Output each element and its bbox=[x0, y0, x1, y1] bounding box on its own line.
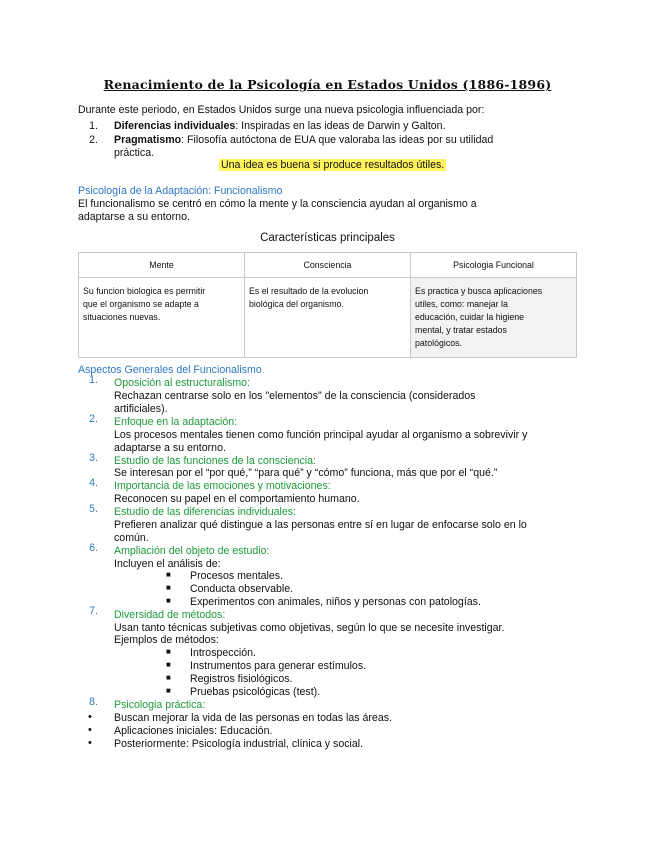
aspect-1-line-2: artificiales). bbox=[114, 403, 168, 415]
aspect-6-line-1: Incluyen el análisis de: bbox=[114, 558, 221, 570]
intro-item-1-number: 1. bbox=[89, 120, 98, 132]
table-header-psicologia-funcional: Psicologia Funcional bbox=[411, 253, 577, 278]
aspect-7-bullet-2: Instrumentos para generar estímulos. bbox=[190, 660, 367, 672]
section-1-text-line-2: adaptarse a su entorno. bbox=[78, 211, 190, 223]
intro-item-2-number: 2. bbox=[89, 134, 98, 146]
aspect-8-bullet-3: Posteriormente: Psicología industrial, clínica y social. bbox=[114, 738, 364, 750]
cell-line: que el organismo se adapte a bbox=[83, 299, 199, 309]
cell-line: mental, y tratar estados bbox=[415, 325, 507, 335]
square-bullet-icon: ■ bbox=[166, 570, 171, 579]
square-bullet-icon: ■ bbox=[166, 660, 171, 669]
intro-item-2 bbox=[114, 134, 493, 146]
aspect-8-bullet-2: Aplicaciones iniciales: Educación. bbox=[114, 725, 273, 737]
cell-line: Es practica y busca aplicaciones bbox=[415, 286, 543, 296]
aspect-3-line-1: Se interesan por el “por qué,” “para qué” y “cómo” funciona, más que por el “qué.” bbox=[114, 467, 498, 479]
table-header-row bbox=[79, 253, 577, 278]
section-heading-adaptation: Psicología de la Adaptación: Funcionalismo bbox=[78, 185, 283, 197]
aspect-2-number: 2. bbox=[89, 413, 98, 425]
aspect-3-title: Estudio de las funciones de la consciencia: bbox=[114, 455, 316, 467]
cell-line: patológicos. bbox=[415, 338, 462, 348]
intro-item-1-term: Diferencias individuales bbox=[114, 120, 236, 132]
aspect-4-title: Importancia de las emociones y motivaciones: bbox=[114, 480, 331, 492]
square-bullet-icon: ■ bbox=[166, 583, 171, 592]
highlight-note bbox=[219, 159, 446, 171]
aspect-8-number: 8. bbox=[89, 696, 98, 708]
aspect-8-title: Psicologia práctica: bbox=[114, 699, 206, 711]
square-bullet-icon: ■ bbox=[166, 673, 171, 682]
table-cell-mente bbox=[79, 278, 245, 358]
aspect-5-number: 5. bbox=[89, 503, 98, 515]
table-cell-psicologia-funcional bbox=[411, 278, 577, 358]
aspect-2-line-2: adaptarse a su entorno. bbox=[114, 442, 226, 454]
aspect-7-line-2: Ejemplos de métodos: bbox=[114, 634, 219, 646]
cell-line: utiles, como: manejar la bbox=[415, 299, 508, 309]
intro-item-2-text: : Filosofía autóctona de EUA que valoraba las ideas por su utilidad bbox=[181, 134, 494, 146]
table-caption: Características principales bbox=[260, 232, 395, 244]
aspect-7-bullet-1: Introspección. bbox=[190, 647, 256, 659]
aspect-1-number: 1. bbox=[89, 374, 98, 386]
aspect-4-number: 4. bbox=[89, 477, 98, 489]
aspect-1-line-1: Rechazan centrarse solo en los "elementos" de la consciencia (considerados bbox=[114, 390, 476, 402]
dot-bullet-icon: • bbox=[88, 711, 92, 723]
intro-item-2-term: Pragmatismo bbox=[114, 134, 182, 146]
highlighted-text: Una idea es buena si produce resultados útiles. bbox=[221, 159, 445, 171]
aspect-6-bullet-1: Procesos mentales. bbox=[190, 570, 284, 582]
aspect-6-bullet-2: Conducta observable. bbox=[190, 583, 294, 595]
aspect-5-title: Estudio de las diferencias individuales: bbox=[114, 506, 296, 518]
section-heading-aspects: Aspectos Generales del Funcionalismo bbox=[78, 364, 262, 376]
table-header-mente: Mente bbox=[79, 253, 245, 278]
table-header-consciencia: Consciencia bbox=[245, 253, 411, 278]
intro-item-2-continued: práctica. bbox=[114, 147, 155, 159]
intro-item-1 bbox=[114, 120, 446, 132]
table-cell-consciencia bbox=[245, 278, 411, 358]
aspect-2-title: Enfoque en la adaptación: bbox=[114, 416, 238, 428]
intro-text: Durante este periodo, en Estados Unidos surge una nueva psicologia influenciada por: bbox=[78, 104, 485, 116]
aspect-6-number: 6. bbox=[89, 542, 98, 554]
cell-line: situaciones nuevas. bbox=[83, 312, 161, 322]
aspect-1-title: Oposición al estructuralismo: bbox=[114, 377, 251, 389]
page-title: Renacimiento de la Psicología en Estados Unidos (1886-1896) bbox=[103, 77, 552, 92]
aspect-7-line-1: Usan tanto técnicas subjetivas como objetivas, según lo que se necesite investigar. bbox=[114, 622, 505, 634]
aspect-6-title: Ampliación del objeto de estudio: bbox=[114, 545, 270, 557]
intro-item-1-text: : Inspiradas en las ideas de Darwin y Galton. bbox=[235, 120, 446, 132]
aspect-5-line-2: común. bbox=[114, 532, 149, 544]
aspect-4-line-1: Reconocen su papel en el comportamiento humano. bbox=[114, 493, 360, 505]
cell-line: educación, cuidar la higiene bbox=[415, 312, 525, 322]
cell-line: biológica del organismo. bbox=[249, 299, 344, 309]
aspect-8-bullet-1: Buscan mejorar la vida de las personas en todas las áreas. bbox=[114, 712, 392, 724]
characteristics-table bbox=[78, 252, 577, 358]
aspect-7-number: 7. bbox=[89, 605, 98, 617]
square-bullet-icon: ■ bbox=[166, 647, 171, 656]
aspect-5-line-1: Prefieren analizar qué distingue a las personas entre sí en lugar de enfocarse solo en lo bbox=[114, 519, 527, 531]
cell-line: Su funcion biologica es permitir bbox=[83, 286, 206, 296]
aspect-7-bullet-4: Pruebas psicológicas (test). bbox=[190, 686, 321, 698]
cell-line: Es el resultado de la evolucion bbox=[249, 286, 369, 296]
aspect-7-bullet-3: Registros fisiológicos. bbox=[190, 673, 293, 685]
dot-bullet-icon: • bbox=[88, 737, 92, 749]
aspect-7-title: Diversidad de métodos: bbox=[114, 609, 226, 621]
aspect-2-line-1: Los procesos mentales tienen como función principal ayudar al organismo a sobrevivir y bbox=[114, 429, 528, 441]
table-row bbox=[79, 278, 577, 358]
section-1-text-line-1: El funcionalismo se centró en cómo la mente y la consciencia ayudan al organismo a bbox=[78, 198, 477, 210]
aspect-3-number: 3. bbox=[89, 452, 98, 464]
dot-bullet-icon: • bbox=[88, 724, 92, 736]
square-bullet-icon: ■ bbox=[166, 596, 171, 605]
aspect-6-bullet-3: Experimentos con animales, niños y personas con patologías. bbox=[190, 596, 481, 608]
square-bullet-icon: ■ bbox=[166, 686, 171, 695]
